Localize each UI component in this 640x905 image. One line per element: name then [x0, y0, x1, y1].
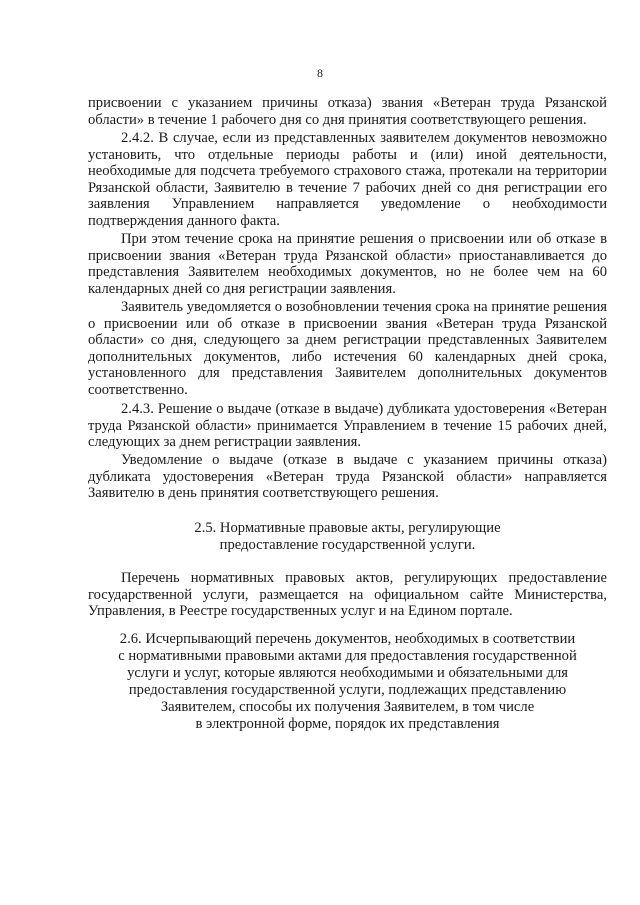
section-2-5-title-line1: 2.5. Нормативные правовые акты, регулирующие [194, 520, 501, 536]
paragraph-suspension: При этом течение срока на принятие решения о присвоении или об отказе в присвоении звания «Ветеран труда Рязанской области» приостанавливается до представления Заявителем необходимых документов, но не более чем на 60 календарных дней со дня регистрации заявления. [88, 231, 607, 297]
section-2-6-title-line: с нормативными правовыми актами для предоставления государственной [118, 648, 577, 664]
section-2-6-title-line: 2.6. Исчерпывающий перечень документов, необходимых в соответствии [119, 631, 576, 647]
page-number: 8 [317, 66, 323, 80]
paragraph-2-4-2: 2.4.2. В случае, если из представленных заявителем документов невозможно установить, что отдельные периоды работы и (или) иной деятельности, необходимые для подсчета требуемого страхового стажа, протекали на территории Рязанской области, Заявителю в течение 7 рабочих дней со дня регистрации его заявления Управлением направляется уведомление о необходимости подтверждения данного факта. [88, 130, 607, 229]
section-2-6-title-line: в электронной форме, порядок их представления [195, 716, 500, 732]
paragraph-continuation: присвоении с указанием причины отказа) звания «Ветеран труда Рязанской области» в течение 1 рабочего дня со дня принятия соответствующего решения. [88, 95, 607, 128]
section-2-6-title-line: Заявителем, способы их получения Заявителем, в том числе [160, 699, 535, 715]
section-2-6-title-line: услуги и услуг, которые являются необходимыми и обязательными для [127, 665, 568, 681]
paragraph-2-4-3: 2.4.3. Решение о выдаче (отказе в выдаче) дубликата удостоверения «Ветеран труда Рязанской области» принимается Управлением в течение 15 рабочих дней, следующих за днем регистрации заявления. [88, 401, 607, 451]
paragraph-resumption: Заявитель уведомляется о возобновлении течения срока на принятие решения о присвоении или об отказе в присвоении звания «Ветеран труда Рязанской области» со дня, следующего за днем регистрации представленных Заявителем дополнительных документов, либо истечения 60 календарных дней срока, установленного для представления Заявителем дополнительных документов соответственно. [88, 299, 607, 398]
section-2-6-title-line: предоставления государственной услуги, подлежащих представлению [128, 682, 567, 698]
section-2-5-text: Перечень нормативных правовых актов, регулирующих предоставление государственной услуги, размещается на официальном сайте Министерства, Управления, в Реестре государственных услуг и на Едином портале. [88, 570, 607, 620]
section-2-5-title-line2: предоставление государственной услуги. [219, 537, 476, 553]
paragraph-duplicate-notice: Уведомление о выдаче (отказе в выдаче с указанием причины отказа) дубликата удостоверения «Ветеран труда Рязанской области» направляется Заявителю в день принятия соответствующего решения. [88, 452, 607, 502]
